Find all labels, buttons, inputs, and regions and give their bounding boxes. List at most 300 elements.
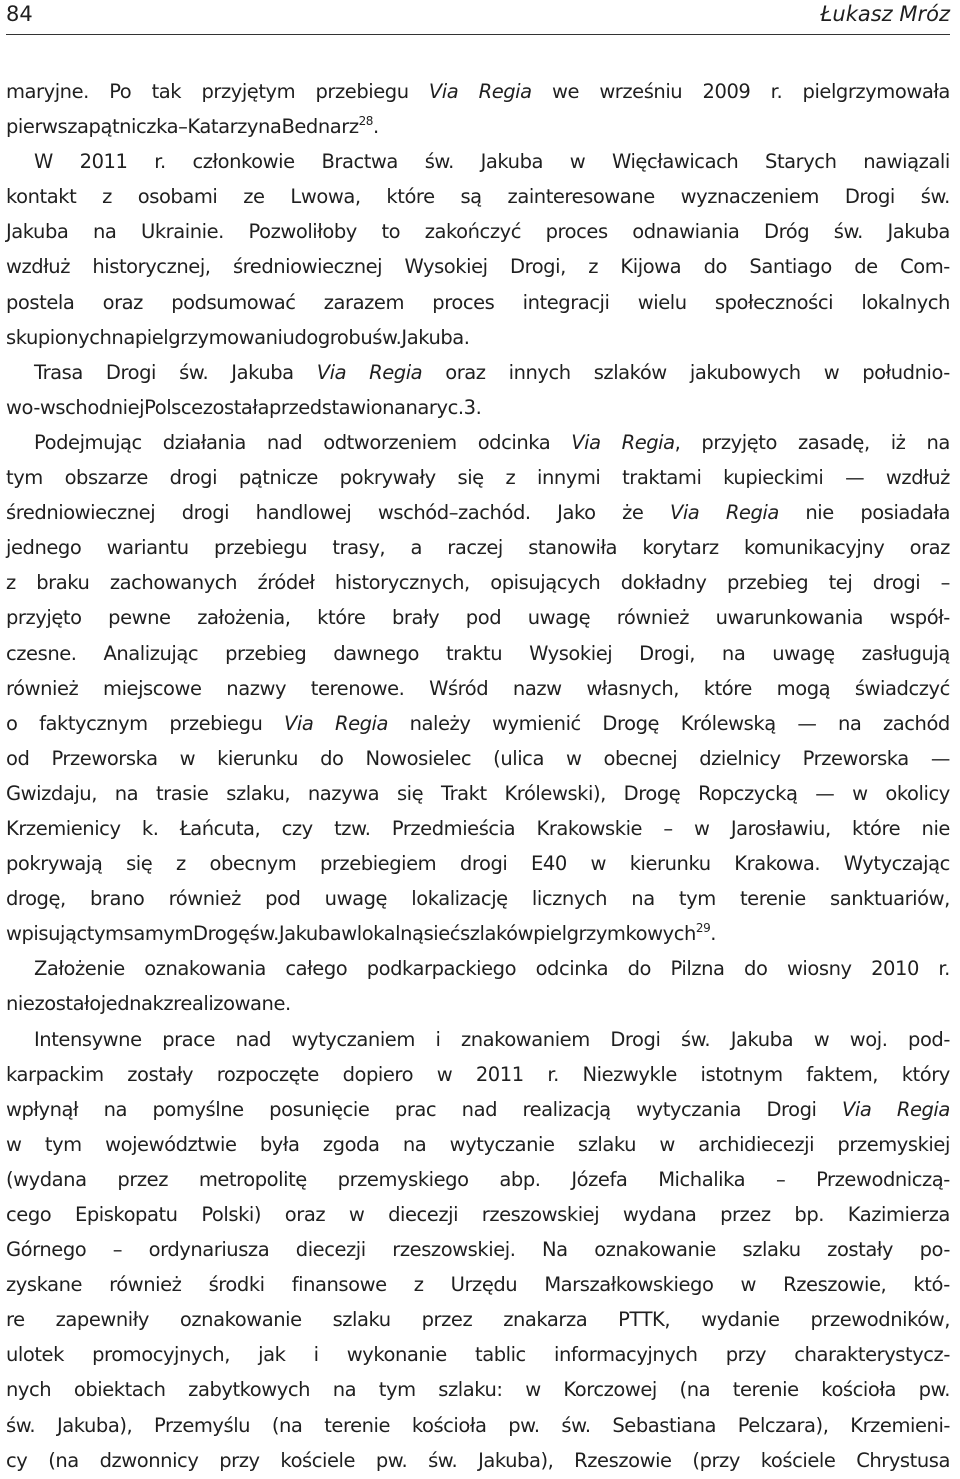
text-run: do (294, 325, 318, 349)
word (794, 1197, 824, 1232)
word (803, 741, 909, 776)
word (103, 636, 198, 671)
word (509, 355, 571, 390)
word (367, 951, 516, 986)
text-run: handlowej (255, 501, 352, 525)
text-run: są (460, 185, 482, 209)
word (586, 671, 679, 706)
text-run: wytyczanie (449, 1132, 555, 1156)
word (6, 811, 121, 846)
word (460, 179, 481, 214)
word (941, 565, 950, 600)
word (347, 1337, 447, 1372)
word (908, 1022, 950, 1057)
text-run: środki (208, 1273, 265, 1297)
text-run: 2011 (475, 1062, 524, 1086)
word (888, 214, 950, 249)
word (117, 1162, 168, 1197)
text-run: oznakowanie (179, 1308, 302, 1332)
word (570, 144, 586, 179)
word (450, 1127, 555, 1162)
text-run: obecnym (209, 852, 297, 876)
word (642, 530, 718, 565)
word (6, 636, 77, 671)
text-line (6, 320, 950, 355)
word (296, 1232, 366, 1267)
word (631, 881, 654, 916)
word (201, 1197, 261, 1232)
text-run: wymienić (492, 711, 581, 735)
text-run: Jarosławiu, (730, 816, 831, 840)
text-run: również (616, 606, 690, 630)
word (563, 1372, 657, 1407)
text-line (6, 1443, 950, 1478)
word (279, 916, 341, 951)
text-run: faktem, (806, 1062, 879, 1086)
word (203, 390, 269, 425)
word (411, 881, 507, 916)
word (110, 565, 237, 600)
word (552, 74, 579, 109)
word (372, 320, 401, 355)
word (156, 776, 209, 811)
word (460, 916, 533, 951)
word (542, 1232, 568, 1267)
text-run: przebieg (225, 641, 307, 665)
text-run: szlaku, (226, 781, 291, 805)
text-run: przy (219, 1448, 260, 1472)
text-run: św. (833, 220, 863, 244)
text-run: tej (828, 571, 853, 595)
text-run: w (590, 852, 607, 876)
word (311, 671, 405, 706)
text-run: PTTK, (618, 1308, 671, 1332)
word (188, 1372, 310, 1407)
text-run: pątniczka (88, 115, 179, 139)
text-run: któ- (913, 1273, 950, 1297)
word (87, 916, 124, 951)
word (169, 881, 241, 916)
word (6, 1127, 22, 1162)
text-run: wytyczaniem (291, 1027, 415, 1051)
text-run: a (410, 536, 422, 560)
word (317, 355, 346, 390)
word (153, 1092, 244, 1127)
word (144, 390, 203, 425)
text-run: założenia, (197, 606, 291, 630)
word (422, 1302, 473, 1337)
word (528, 600, 590, 635)
word (630, 846, 711, 881)
italic-text: Regia (621, 430, 675, 454)
word (824, 355, 840, 390)
text-run: oraz (909, 536, 950, 560)
word (679, 881, 716, 916)
text-line (6, 425, 950, 460)
word (272, 1408, 303, 1443)
text-run: na (402, 1132, 427, 1156)
word (618, 1302, 670, 1337)
text-run: kupieckimi (723, 466, 824, 490)
text-run: które (852, 816, 901, 840)
text-run: nie (921, 816, 950, 840)
text-run: zasługują (861, 641, 950, 665)
word (366, 741, 472, 776)
text-run: Episkopatu (74, 1203, 178, 1226)
word (34, 355, 83, 390)
text-run: Po (109, 80, 132, 103)
text-run: Józefa (571, 1167, 628, 1191)
text-run: drogi (181, 501, 230, 525)
word (523, 285, 610, 320)
word (703, 74, 751, 109)
text-run: wielu (637, 290, 687, 314)
text-run: woj. (849, 1027, 888, 1051)
word (6, 776, 97, 811)
text-run: stanowiła (528, 536, 618, 560)
word (513, 671, 562, 706)
text-line (6, 1232, 950, 1267)
text-run: Katarzyna (187, 115, 282, 139)
text-run: odnawiania (632, 220, 740, 244)
word (834, 214, 863, 249)
word (265, 881, 300, 916)
body-text (6, 74, 950, 1478)
word (922, 811, 950, 846)
text-run: pokrywają (6, 852, 103, 876)
word (856, 1443, 950, 1478)
text-run: Nowosielec (365, 746, 472, 770)
word (733, 1372, 799, 1407)
text-run: św. (681, 1027, 711, 1051)
text-run: Marszałkowskiego (544, 1273, 714, 1297)
word (180, 811, 261, 846)
text-run: nad (461, 1097, 498, 1121)
text-run: źródeł (257, 571, 315, 595)
word (438, 1372, 502, 1407)
word (658, 1162, 745, 1197)
text-run: Niezwykle (582, 1062, 677, 1086)
text-run: wo-wschodniej (6, 395, 145, 419)
text-run: nazwy (226, 676, 287, 700)
text-run: Drogę (193, 922, 250, 946)
text-run: Jakuba (6, 220, 69, 244)
text-run: — (815, 781, 835, 805)
text-run: ze (243, 185, 265, 209)
word (744, 530, 884, 565)
text-run: od (6, 746, 30, 770)
text-run: wykonanie (346, 1343, 447, 1367)
text-line (6, 1092, 950, 1127)
text-run: zabytkowych (188, 1378, 311, 1402)
word (726, 1337, 766, 1372)
text-run: wrześniu (599, 80, 683, 103)
word (532, 881, 607, 916)
text-run: tym (378, 1378, 416, 1402)
text-line (6, 706, 950, 741)
text-run: również (168, 887, 241, 911)
word (6, 600, 82, 635)
text-run: Łańcuta, (179, 816, 261, 840)
text-run: pod (465, 606, 502, 630)
text-run: , (674, 430, 681, 454)
word (622, 425, 681, 460)
text-run: Krzemieni- (850, 1413, 950, 1437)
word (636, 1092, 741, 1127)
word (481, 144, 543, 179)
text-line (6, 776, 950, 811)
text-run: również (109, 1273, 182, 1297)
word (199, 1162, 307, 1197)
word (135, 320, 295, 355)
word (6, 741, 29, 776)
word (325, 881, 387, 916)
text-run: szlaku (742, 1238, 801, 1262)
text-run: pątnicze (238, 466, 318, 490)
text-line (6, 74, 950, 109)
text-run: w (565, 746, 582, 770)
italic-text: Regia (896, 1097, 950, 1121)
word (335, 565, 470, 600)
text-run: Przedmieścia (391, 816, 516, 840)
text-run: lokalnych (861, 290, 950, 314)
word (6, 530, 81, 565)
text-run: czy (281, 816, 313, 840)
text-run: w (740, 1273, 757, 1297)
text-run: wpłynął (6, 1097, 79, 1121)
word (734, 846, 820, 881)
text-run: — (845, 466, 865, 490)
text-run: lokalizację (411, 887, 508, 911)
word (723, 460, 823, 495)
word (938, 951, 950, 986)
text-run: nazw (512, 676, 562, 700)
word (57, 1408, 132, 1443)
word (536, 951, 609, 986)
text-run: kontakt (6, 185, 77, 209)
word (591, 846, 607, 881)
text-run: – (112, 1238, 123, 1262)
text-line (6, 109, 950, 144)
text-run: w (694, 816, 710, 840)
text-run: promocyjnych, (92, 1343, 230, 1367)
word (316, 74, 409, 109)
word (861, 285, 950, 320)
text-run: Założenie (34, 957, 125, 981)
word (694, 811, 710, 846)
word (620, 249, 681, 284)
text-run: Przeworska (51, 746, 158, 770)
text-run: świadczyć (854, 676, 950, 700)
word (308, 776, 379, 811)
word (476, 1057, 524, 1092)
text-run: postela (6, 290, 75, 314)
text-run: św. (920, 185, 950, 209)
text-run: Pilzna (670, 957, 725, 981)
word (376, 1443, 407, 1478)
text-run: rzeszowskiej. (392, 1238, 516, 1262)
word (701, 425, 777, 460)
text-run: Podejmując (34, 430, 142, 454)
word (913, 1267, 949, 1302)
text-run: pielgrzymowała (802, 80, 950, 103)
text-run: średniowiecznej (6, 501, 156, 525)
text-run: Drogi (105, 360, 157, 384)
word (850, 1022, 888, 1057)
word (154, 1408, 250, 1443)
word (290, 179, 360, 214)
word (821, 1372, 896, 1407)
word (250, 916, 279, 951)
word (92, 249, 210, 284)
text-run: się (126, 852, 153, 876)
word (460, 846, 507, 881)
word (124, 916, 193, 951)
text-run: Górnego (6, 1238, 87, 1262)
text-run: 2010 (871, 957, 919, 981)
text-run: szlaku: (438, 1378, 503, 1402)
word (437, 1057, 453, 1092)
word (566, 741, 582, 776)
word (919, 1372, 950, 1407)
word (921, 179, 950, 214)
text-run: braku (36, 571, 90, 595)
text-run: przemyskiej (837, 1132, 950, 1156)
text-run: Na (542, 1238, 568, 1262)
text-run: z (413, 1273, 424, 1297)
text-run: okolicy (885, 781, 950, 805)
text-run: – (775, 1167, 786, 1191)
word (544, 1267, 713, 1302)
word (260, 1127, 300, 1162)
text-run: zakończyć (424, 220, 521, 244)
word (776, 1162, 785, 1197)
text-run: na (631, 887, 655, 911)
word (149, 1232, 270, 1267)
word (109, 74, 131, 109)
text-run: św. (249, 922, 279, 946)
text-run: współ- (889, 606, 950, 630)
word (897, 1092, 950, 1127)
word (340, 460, 436, 495)
text-run: pomyślne (152, 1097, 244, 1121)
word (170, 460, 217, 495)
text-run: Jakuba (231, 360, 294, 384)
word (280, 1443, 355, 1478)
text-line (6, 495, 950, 530)
text-run: obecnej (603, 746, 678, 770)
word (910, 530, 950, 565)
text-run: istotnym (700, 1062, 783, 1086)
word (138, 179, 218, 214)
text-run: w (813, 1027, 830, 1051)
word (410, 530, 422, 565)
text-run: wpisując (6, 922, 87, 946)
word (766, 1092, 816, 1127)
text-run: abp. (499, 1167, 541, 1191)
text-run: kościele (280, 1448, 356, 1472)
word (726, 495, 779, 530)
word (845, 460, 864, 495)
text-run: Krakowskie (536, 816, 643, 840)
text-run: Polski) (201, 1203, 262, 1226)
word (258, 1337, 285, 1372)
word (794, 1337, 950, 1372)
text-run: Przeworska (802, 746, 909, 770)
word (6, 179, 76, 214)
text-run: W (34, 150, 53, 174)
text-run: zostało (34, 992, 101, 1016)
text-run: przy (725, 1343, 767, 1367)
word (176, 846, 186, 881)
word (34, 425, 142, 460)
text-run: jak (258, 1343, 286, 1367)
text-run: pewne (108, 606, 171, 630)
word (490, 565, 600, 600)
text-run: tablic (475, 1343, 526, 1367)
text-run: innych (508, 360, 571, 384)
italic-text: Regia (369, 360, 423, 384)
text-run: osobami (137, 185, 218, 209)
text-run: Przemyślu (154, 1413, 251, 1437)
word (323, 425, 456, 460)
word (6, 1408, 35, 1443)
word (323, 1127, 380, 1162)
text-run: jednego (6, 536, 82, 560)
word (571, 425, 600, 460)
word (690, 355, 801, 390)
text-run: Analizując (103, 641, 199, 665)
word (742, 1232, 800, 1267)
text-run: z (588, 255, 599, 279)
word (441, 776, 487, 811)
text-run: wytyczania (636, 1097, 741, 1121)
word (783, 1267, 886, 1302)
word (163, 986, 290, 1021)
text-run: Trasa (34, 360, 83, 384)
text-run: wzdłuż (885, 466, 950, 490)
word (106, 355, 156, 390)
text-run: kierunku (629, 852, 711, 876)
running-head-author: Łukasz Mróz (820, 2, 950, 26)
text-line (6, 390, 950, 425)
text-run: była (259, 1132, 300, 1156)
text-run: św. (428, 1448, 458, 1472)
text-run: 2011 (79, 150, 128, 174)
text-run: cy (6, 1448, 28, 1472)
word (704, 671, 752, 706)
text-run: drogi (872, 571, 921, 595)
text-run: historycznych, (334, 571, 470, 595)
text-line (6, 916, 950, 951)
text-run: – (940, 571, 950, 595)
text-line (6, 951, 950, 986)
word (462, 1092, 497, 1127)
word (582, 1057, 676, 1092)
text-run: uwagę (527, 606, 591, 630)
word (6, 1337, 64, 1372)
word (332, 530, 385, 565)
text-run: społeczności (714, 290, 834, 314)
word (698, 776, 797, 811)
text-run: na (332, 1378, 357, 1402)
word (852, 811, 900, 846)
word (765, 144, 836, 179)
word (701, 1057, 783, 1092)
text-run: – (178, 115, 188, 139)
text-run: zostały (127, 1062, 194, 1086)
word (926, 425, 949, 460)
